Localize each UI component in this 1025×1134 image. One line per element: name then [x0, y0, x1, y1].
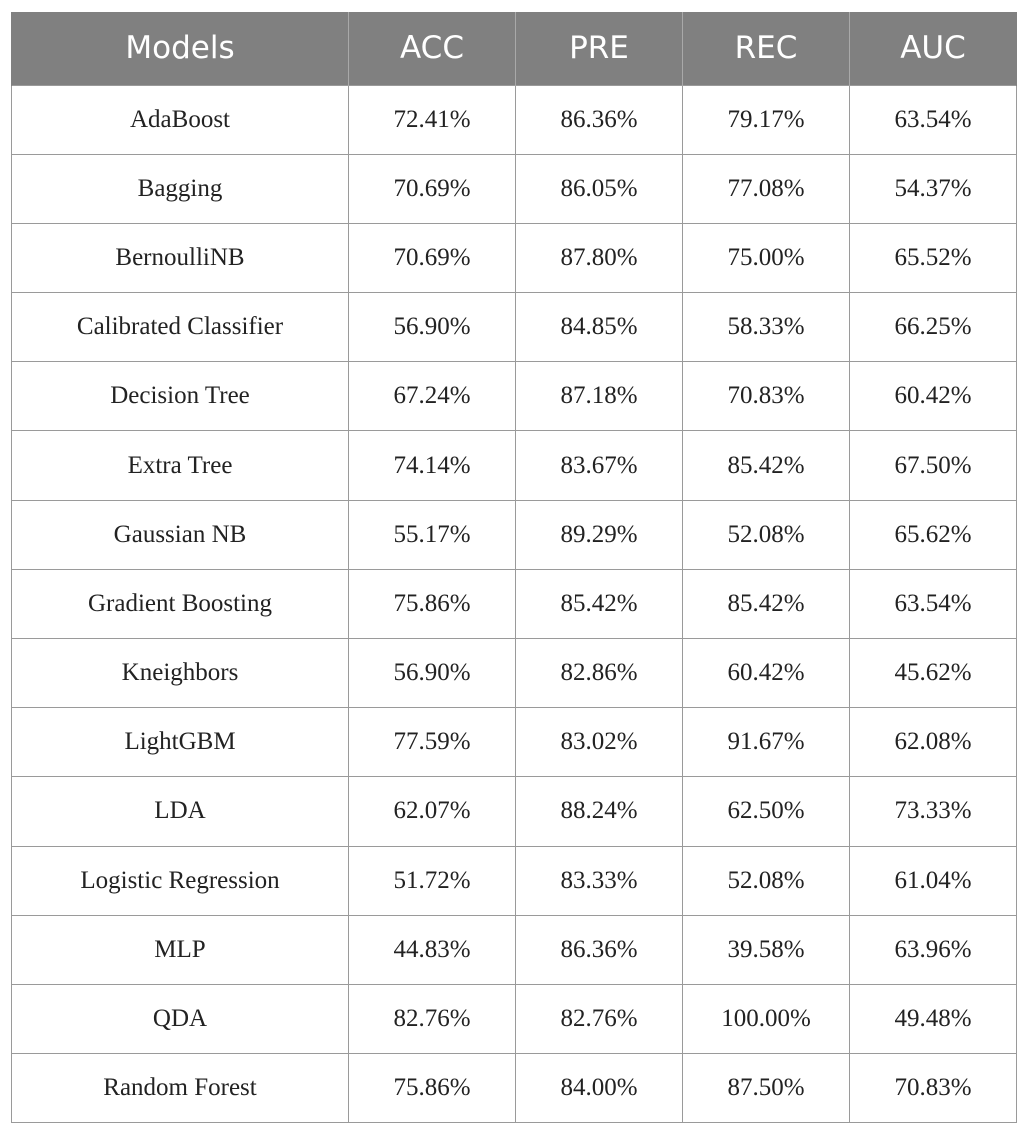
auc-cell: 70.83%	[850, 1054, 1017, 1123]
model-name-cell: Logistic Regression	[12, 846, 349, 915]
auc-cell: 65.52%	[850, 223, 1017, 292]
table-body	[12, 85, 1017, 1123]
table-row	[12, 915, 1017, 984]
rec-cell: 39.58%	[683, 915, 850, 984]
model-name-cell: Gradient Boosting	[12, 569, 349, 638]
auc-cell: 73.33%	[850, 777, 1017, 846]
pre-cell: 89.29%	[516, 500, 683, 569]
auc-cell: 63.54%	[850, 569, 1017, 638]
table-row	[12, 362, 1017, 431]
pre-cell: 87.18%	[516, 362, 683, 431]
acc-cell: 70.69%	[349, 154, 516, 223]
model-name-cell: LightGBM	[12, 708, 349, 777]
pre-cell: 86.05%	[516, 154, 683, 223]
acc-cell: 82.76%	[349, 984, 516, 1053]
rec-cell: 91.67%	[683, 708, 850, 777]
auc-cell: 60.42%	[850, 362, 1017, 431]
rec-cell: 75.00%	[683, 223, 850, 292]
rec-cell: 87.50%	[683, 1054, 850, 1123]
pre-cell: 84.00%	[516, 1054, 683, 1123]
auc-cell: 54.37%	[850, 154, 1017, 223]
rec-cell: 62.50%	[683, 777, 850, 846]
header-acc: ACC	[349, 12, 516, 85]
model-metrics-table	[11, 12, 1017, 1123]
rec-cell: 85.42%	[683, 431, 850, 500]
acc-cell: 51.72%	[349, 846, 516, 915]
model-name-cell: Calibrated Classifier	[12, 293, 349, 362]
table-row	[12, 846, 1017, 915]
acc-cell: 62.07%	[349, 777, 516, 846]
header-models: Models	[12, 12, 349, 85]
rec-cell: 70.83%	[683, 362, 850, 431]
rec-cell: 52.08%	[683, 500, 850, 569]
rec-cell: 60.42%	[683, 639, 850, 708]
model-name-cell: Kneighbors	[12, 639, 349, 708]
table-row	[12, 154, 1017, 223]
model-metrics-table-container	[11, 12, 1016, 1123]
model-name-cell: AdaBoost	[12, 85, 349, 154]
header-row	[12, 12, 1017, 85]
auc-cell: 49.48%	[850, 984, 1017, 1053]
rec-cell: 52.08%	[683, 846, 850, 915]
pre-cell: 84.85%	[516, 293, 683, 362]
model-name-cell: LDA	[12, 777, 349, 846]
table-row	[12, 293, 1017, 362]
pre-cell: 83.02%	[516, 708, 683, 777]
pre-cell: 86.36%	[516, 85, 683, 154]
pre-cell: 82.76%	[516, 984, 683, 1053]
auc-cell: 63.96%	[850, 915, 1017, 984]
pre-cell: 87.80%	[516, 223, 683, 292]
table-row	[12, 223, 1017, 292]
table-row	[12, 431, 1017, 500]
auc-cell: 66.25%	[850, 293, 1017, 362]
acc-cell: 74.14%	[349, 431, 516, 500]
pre-cell: 86.36%	[516, 915, 683, 984]
rec-cell: 100.00%	[683, 984, 850, 1053]
table-row	[12, 85, 1017, 154]
table-row	[12, 984, 1017, 1053]
table-row	[12, 708, 1017, 777]
table-header	[12, 12, 1017, 85]
auc-cell: 62.08%	[850, 708, 1017, 777]
rec-cell: 58.33%	[683, 293, 850, 362]
auc-cell: 65.62%	[850, 500, 1017, 569]
table-row	[12, 500, 1017, 569]
table-row	[12, 1054, 1017, 1123]
pre-cell: 83.67%	[516, 431, 683, 500]
rec-cell: 85.42%	[683, 569, 850, 638]
table-row	[12, 569, 1017, 638]
table-row	[12, 777, 1017, 846]
pre-cell: 83.33%	[516, 846, 683, 915]
model-name-cell: MLP	[12, 915, 349, 984]
acc-cell: 55.17%	[349, 500, 516, 569]
acc-cell: 75.86%	[349, 569, 516, 638]
header-rec: REC	[683, 12, 850, 85]
model-name-cell: QDA	[12, 984, 349, 1053]
header-pre: PRE	[516, 12, 683, 85]
auc-cell: 45.62%	[850, 639, 1017, 708]
acc-cell: 44.83%	[349, 915, 516, 984]
auc-cell: 61.04%	[850, 846, 1017, 915]
model-name-cell: Extra Tree	[12, 431, 349, 500]
pre-cell: 85.42%	[516, 569, 683, 638]
auc-cell: 67.50%	[850, 431, 1017, 500]
acc-cell: 70.69%	[349, 223, 516, 292]
model-name-cell: Bagging	[12, 154, 349, 223]
rec-cell: 79.17%	[683, 85, 850, 154]
model-name-cell: BernoulliNB	[12, 223, 349, 292]
model-name-cell: Random Forest	[12, 1054, 349, 1123]
acc-cell: 56.90%	[349, 293, 516, 362]
header-auc: AUC	[850, 12, 1017, 85]
auc-cell: 63.54%	[850, 85, 1017, 154]
acc-cell: 75.86%	[349, 1054, 516, 1123]
pre-cell: 82.86%	[516, 639, 683, 708]
model-name-cell: Gaussian NB	[12, 500, 349, 569]
acc-cell: 56.90%	[349, 639, 516, 708]
acc-cell: 77.59%	[349, 708, 516, 777]
acc-cell: 72.41%	[349, 85, 516, 154]
rec-cell: 77.08%	[683, 154, 850, 223]
table-row	[12, 639, 1017, 708]
model-name-cell: Decision Tree	[12, 362, 349, 431]
pre-cell: 88.24%	[516, 777, 683, 846]
acc-cell: 67.24%	[349, 362, 516, 431]
